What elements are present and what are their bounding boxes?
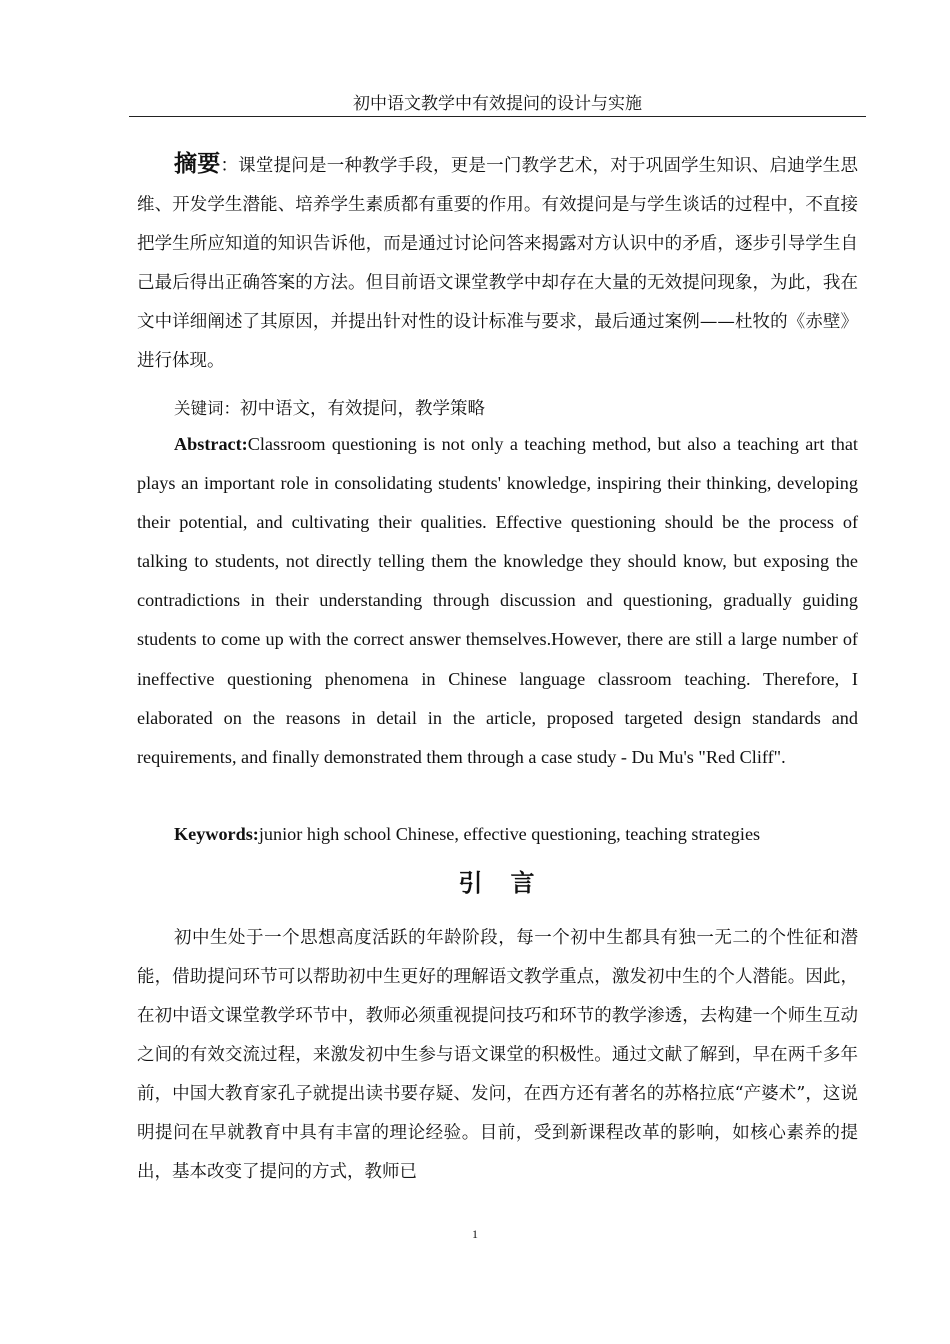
- keywords-en-text: junior high school Chinese, effective questioning, teaching strategies: [258, 824, 761, 844]
- introduction-body: [137, 919, 858, 1192]
- abstract-en-label: Abstract:: [174, 434, 248, 454]
- abstract-en: [137, 425, 858, 777]
- keywords-cn-text: 初中语文，有效提问，教学策略: [240, 399, 485, 419]
- keywords-en-line: [137, 815, 858, 854]
- abstract-en-text: Classroom questioning is not only a teaching method, but also a teaching art that plays an important role in consolidating students' knowledge, inspiring their thinking, developing their potential, and cultivating their qualities. Effective questioning should be the process of talking to students, not directly telling them the knowledge they should know, but exposing the contradictions in their understanding through discussion and questioning, gradually guiding students to come up with the correct answer themselves.However, there are still a large number of ineffective questioning phenomena in Chinese language classroom teaching. Therefore, I elaborated on the reasons in detail in the article, proposed targeted design standards and requirements, and finally demonstrated them through a case study - Du Mu's "Red Cliff".: [137, 434, 858, 767]
- abstract-cn-paragraph: [137, 144, 858, 381]
- introduction-heading-wrap: [137, 868, 858, 898]
- page-number: 1: [472, 1227, 478, 1241]
- header-divider: [129, 116, 866, 117]
- abstract-en-paragraph: [137, 425, 858, 777]
- keywords-en: [137, 815, 858, 854]
- abstract-cn-colon: ：: [220, 156, 239, 176]
- keywords-cn: [137, 394, 858, 424]
- abstract-cn-label: 摘要: [174, 150, 221, 177]
- keywords-en-label: Keywords:: [174, 824, 259, 844]
- abstract-cn-text: 课堂提问是一种教学手段，更是一门教学艺术，对于巩固学生知识、启迪学生思维、开发学生潜能、培养学生素质都有重要的作用。有效提问是与学生谈话的过程中，不直接把学生所应知道的知识告诉他，而是通过讨论问答来揭露对方认识中的矛盾，逐步引导学生自己最后得出正确答案的方法。但目前语文课堂教学中却存在大量的无效提问现象，为此，我在文中详细阐述了其原因，并提出针对性的设计标准与要求，最后通过案例——杜牧的《赤壁》进行体现。: [137, 156, 859, 371]
- running-header-title: 初中语文教学中有效提问的设计与实施: [353, 94, 642, 114]
- abstract-cn: [137, 144, 858, 381]
- keywords-cn-label: 关键词：: [174, 399, 240, 418]
- introduction-paragraph: 初中生处于一个思想高度活跃的年龄阶段，每一个初中生都具有独一无二的个性征和潜能，借助提问环节可以帮助初中生更好的理解语文教学重点，激发初中生的个人潜能。因此，在初中语文课堂教学环节中，教师必须重视提问技巧和环节的教学渗透，去构建一个师生互动之间的有效交流过程，来激发初中生参与语文课堂的积极性。通过文献了解到，早在两千多年前，中国大教育家孔子就提出读书要存疑、发问，在西方还有著名的苏格拉底“产婆术”，这说明提问在早就教育中具有丰富的理论经验。目前，受到新课程改革的影响，如核心素养的提出，基本改变了提问的方式，教师已: [137, 928, 858, 1182]
- keywords-cn-line: [137, 394, 858, 424]
- section-title-introduction: 引 言: [458, 868, 537, 897]
